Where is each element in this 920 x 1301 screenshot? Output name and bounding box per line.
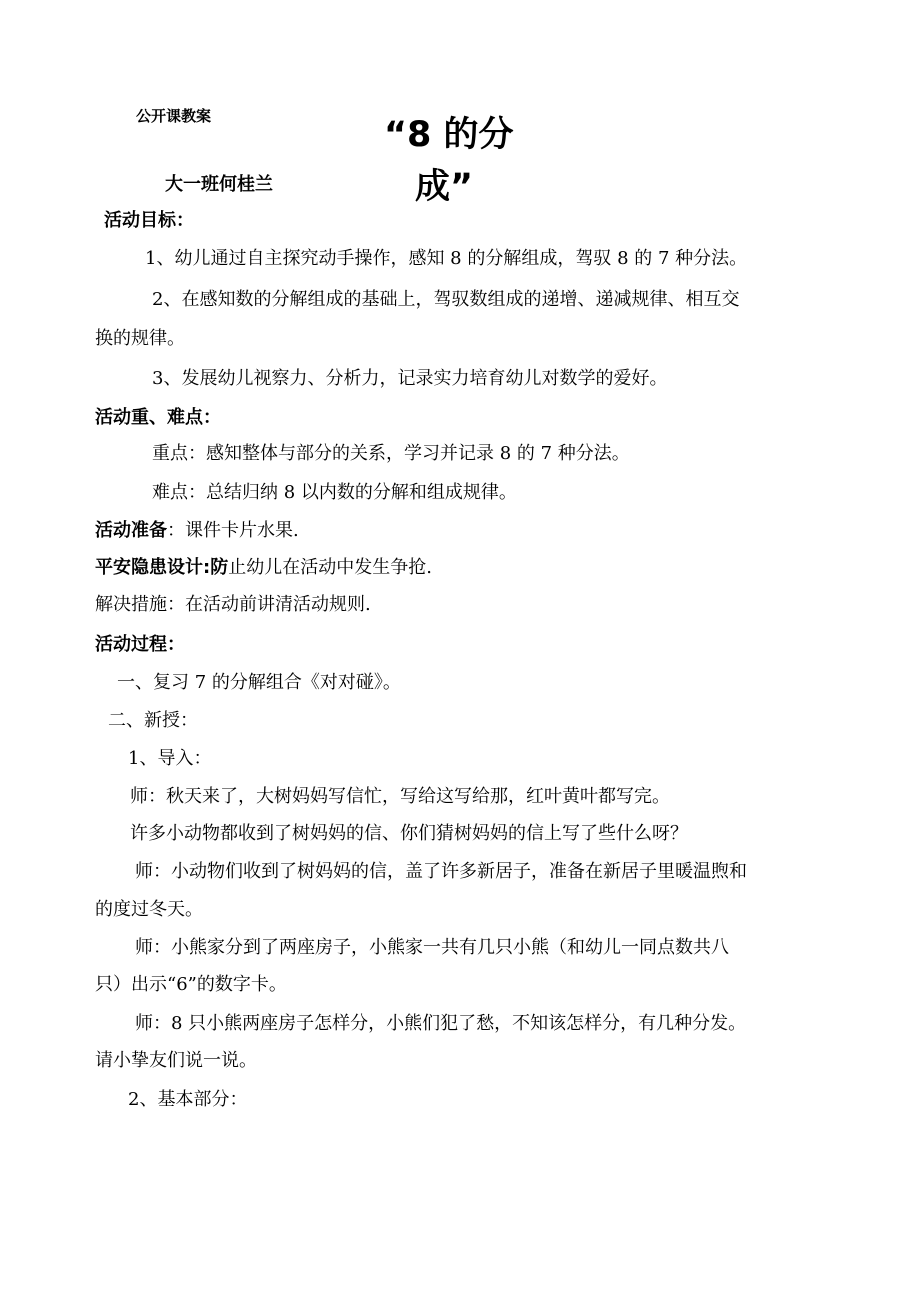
- solution-line: 解决措施：在活动前讲清活动规则.: [95, 594, 371, 615]
- preparation-text: ：课件卡片水果.: [167, 520, 299, 541]
- goal-item-3: 3、发展幼儿视察力、分析力，记录实力培育幼儿对数学的爱好。: [152, 368, 668, 389]
- safety-label: 平安隐患设计:防: [95, 557, 229, 578]
- goal-item-1: 1、幼儿通过自主探究动手操作，感知 8 的分解组成，驾驭 8 的 7 种分法。: [145, 248, 748, 269]
- document-title-line1: “8 的分: [384, 115, 514, 155]
- process-intro: 1、导入：: [128, 748, 212, 769]
- key-point: 重点：感知整体与部分的关系，学习并记录 8 的 7 种分法。: [152, 443, 630, 464]
- goal-item-2-line2: 换的规律。: [95, 328, 185, 349]
- difficult-point: 难点：总结归纳 8 以内数的分解和组成规律。: [152, 482, 517, 503]
- lesson-type-label: 公开课教案: [136, 107, 212, 125]
- process-paragraph-4-line1: 师：小熊家分到了两座房子，小熊家一共有几只小熊（和幼儿一同点数共八: [135, 937, 729, 958]
- process-paragraph-5-line1: 师：8 只小熊两座房子怎样分，小熊们犯了愁，不知该怎样分，有几种分发。: [135, 1013, 747, 1034]
- document-title-line2: 成”: [415, 167, 474, 207]
- goal-item-2-line1: 2、在感知数的分解组成的基础上，驾驭数组成的递增、递减规律、相互交: [152, 289, 740, 310]
- process-paragraph-4-line2: 只）出示“6”的数字卡。: [95, 974, 287, 995]
- process-review: 一、复习 7 的分解组合《对对碰》。: [117, 672, 401, 693]
- goals-heading: 活动目标：: [104, 210, 194, 231]
- safety-text: 止幼儿在活动中发生争抢.: [228, 557, 432, 578]
- process-paragraph-1: 师：秋天来了，大树妈妈写信忙，写给这写给那，红叶黄叶都写完。: [130, 786, 670, 807]
- process-heading: 活动过程：: [95, 634, 185, 655]
- key-points-heading: 活动重、难点：: [95, 407, 221, 428]
- process-basic: 2、基本部分：: [128, 1089, 248, 1110]
- process-paragraph-2: 许多小动物都收到了树妈妈的信、你们猜树妈妈的信上写了些什么呀？: [130, 823, 688, 844]
- process-new-lesson: 二、新授：: [108, 710, 198, 731]
- process-paragraph-5-line2: 请小挚友们说一说。: [95, 1050, 257, 1071]
- preparation-label: 活动准备: [95, 520, 167, 541]
- process-paragraph-3-line1: 师：小动物们收到了树妈妈的信，盖了许多新居子，准备在新居子里暖温煦和: [135, 861, 747, 882]
- process-paragraph-3-line2: 的度过冬天。: [95, 899, 203, 920]
- safety-line: [95, 555, 432, 581]
- preparation-line: [95, 518, 299, 544]
- class-teacher: 大一班何桂兰: [165, 174, 273, 195]
